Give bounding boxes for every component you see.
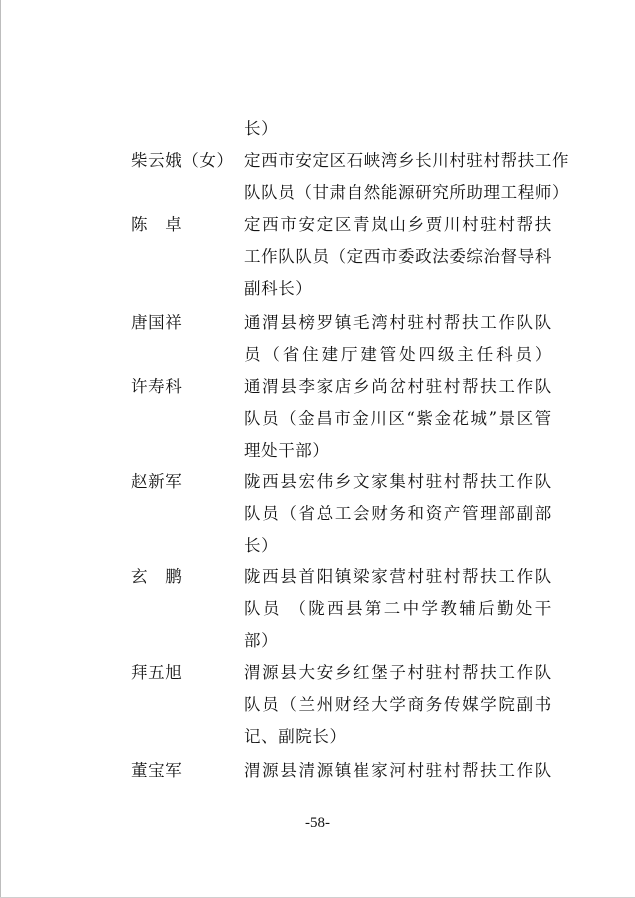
person-name: 拜五旭 bbox=[131, 663, 183, 682]
description-line: 定 西 市 安 定 区 石 峡 湾 乡 长 川 村 驻 村 帮 扶 工 作 bbox=[244, 151, 570, 170]
description-line: 队 队 员 （ 甘 肃 自 然 能 源 研 究 所 助 理 工 程 师 ） bbox=[244, 183, 570, 202]
description-line: 队 员 （ 兰 州 财 经 大 学 商 务 传 媒 学 院 副 书 bbox=[244, 695, 552, 714]
description-line: 长） bbox=[244, 119, 279, 138]
description-line: 工 作 队 队 员 （ 定 西 市 委 政 法 委 综 治 督 导 科 bbox=[244, 247, 552, 266]
description-line: 陇 西 县 宏 伟 乡 文 家 集 村 驻 村 帮 扶 工 作 队 bbox=[244, 472, 552, 491]
description-line: 渭 源 县 大 安 乡 红 堡 子 村 驻 村 帮 扶 工 作 队 bbox=[244, 663, 552, 682]
person-name: 赵新军 bbox=[131, 472, 183, 491]
person-name: 许寿科 bbox=[131, 377, 183, 396]
description-line: 渭 源 县 清 源 镇 崔 家 河 村 驻 村 帮 扶 工 作 队 bbox=[244, 761, 552, 780]
person-name: 柴云娥（女） bbox=[131, 151, 234, 170]
description-line: 副科长） bbox=[244, 279, 313, 298]
description-line: 通 渭 县 李 家 店 乡 尚 岔 村 驻 村 帮 扶 工 作 队 bbox=[244, 377, 552, 396]
description-line: 定 西 市 安 定 区 青 岚 山 乡 贾 川 村 驻 村 帮 扶 bbox=[244, 215, 552, 234]
person-name: 董宝军 bbox=[131, 761, 183, 780]
description-line: 陇 西 县 首 阳 镇 梁 家 营 村 驻 村 帮 扶 工 作 队 bbox=[244, 567, 552, 586]
description-line: 通 渭 县 榜 罗 镇 毛 湾 村 驻 村 帮 扶 工 作 队 队 bbox=[244, 313, 552, 332]
description-line: 队 员 （ 金 昌 市 金 川 区 “ 紫 金 花 城 ” 景 区 管 bbox=[244, 409, 552, 428]
person-name: 玄 鹏 bbox=[131, 567, 183, 586]
person-name: 陈 卓 bbox=[131, 215, 183, 234]
description-line: 队 员 （ 陇 西 县 第 二 中 学 教 辅 后 勤 处 干 bbox=[244, 599, 552, 618]
description-line: 理处干部） bbox=[244, 441, 330, 460]
person-name: 唐国祥 bbox=[131, 313, 183, 332]
description-line: 队 员 （ 省 总 工 会 财 务 和 资 产 管 理 部 副 部 bbox=[244, 504, 552, 523]
description-line: 员 （ 省 住 建 厅 建 管 处 四 级 主 任 科 员 ） bbox=[244, 345, 552, 364]
description-line: 部） bbox=[244, 631, 279, 650]
page-number: -58- bbox=[305, 815, 330, 831]
description-line: 记、副院长） bbox=[244, 727, 347, 746]
page-left-edge bbox=[0, 0, 1, 898]
description-line: 长） bbox=[244, 536, 279, 555]
